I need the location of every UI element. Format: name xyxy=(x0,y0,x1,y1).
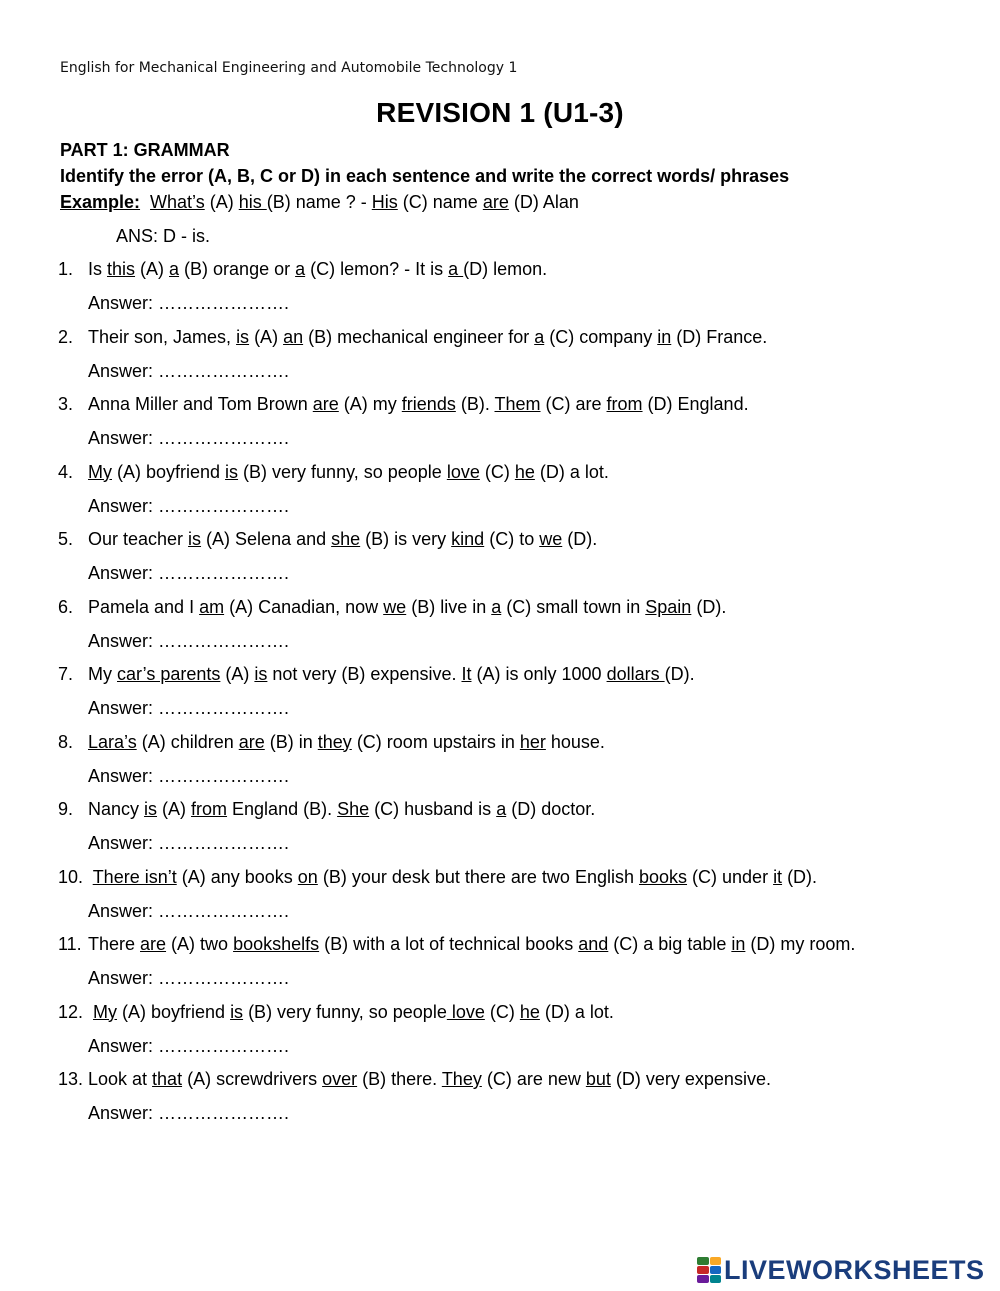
question-underlined-option: are xyxy=(140,934,167,954)
question-underlined-option: it xyxy=(773,866,783,887)
answer-field[interactable]: Answer: …………………. xyxy=(88,1103,290,1123)
question-number: 3. xyxy=(58,394,74,414)
question-underlined-option: from xyxy=(606,394,643,414)
question-number: 2. xyxy=(58,326,74,347)
question-number: 1. xyxy=(58,259,74,279)
question-text: England (B). xyxy=(227,799,338,819)
part-heading: PART 1: GRAMMAR xyxy=(60,140,230,160)
question-underlined-option: this xyxy=(107,259,136,279)
question-underlined-option: Spain xyxy=(645,596,692,617)
question-underlined-option: he xyxy=(519,1001,540,1022)
question-text: (D) doctor. xyxy=(506,799,596,819)
question-text: Is xyxy=(88,259,108,279)
question-underlined-option: are xyxy=(312,394,339,414)
question-text: (A) xyxy=(249,326,284,347)
question-item xyxy=(58,1069,771,1090)
example-line xyxy=(60,192,579,213)
question-underlined-option: he xyxy=(514,461,535,482)
question-item xyxy=(58,259,547,280)
question-text: not very (B) expensive. xyxy=(267,664,462,684)
question-underlined-option: There isn’t xyxy=(92,866,177,887)
question-text: Pamela and I xyxy=(88,596,200,617)
question-sentence xyxy=(88,867,817,887)
question-underlined-option: bookshelfs xyxy=(233,934,320,954)
question-text: (D) a lot. xyxy=(534,461,609,482)
question-underlined-option: My xyxy=(88,461,112,482)
answer-field[interactable]: Answer: …………………. xyxy=(88,630,290,651)
question-underlined-option: am xyxy=(199,596,225,617)
question-text: (D). xyxy=(562,529,598,549)
question-underlined-option: her xyxy=(519,731,546,752)
question-text: (B). xyxy=(455,394,495,414)
question-text: (B) with a lot of technical books xyxy=(319,934,579,954)
question-underlined-option: My xyxy=(93,1001,118,1022)
question-text: (D) very expensive. xyxy=(610,1069,771,1089)
question-text: (D) a lot. xyxy=(539,1001,614,1022)
question-text: (A) xyxy=(135,259,170,279)
question-item xyxy=(58,597,726,618)
question-item xyxy=(58,1002,614,1023)
question-underlined-option: kind xyxy=(451,529,485,549)
liveworksheets-logo xyxy=(697,1255,997,1285)
example-answer: ANS: D - is. xyxy=(116,226,211,246)
answer-field[interactable]: Answer: …………………. xyxy=(88,293,290,313)
question-text: (C) xyxy=(484,1001,520,1022)
question-text: (A) is only 1000 xyxy=(471,664,607,684)
question-underlined-option: a xyxy=(448,259,464,279)
question-text: (D) lemon. xyxy=(463,259,548,279)
question-text: (D). xyxy=(664,664,695,684)
question-underlined-option: are xyxy=(238,731,265,752)
question-underlined-option: It xyxy=(461,664,472,684)
question-underlined-option: in xyxy=(731,934,746,954)
question-text: (C) company xyxy=(544,326,658,347)
answer-field[interactable]: Answer: …………………. xyxy=(88,765,290,786)
answer-field[interactable]: Answer: …………………. xyxy=(88,833,290,853)
example-underlined-option: His xyxy=(371,192,398,212)
question-number: 11. xyxy=(58,934,82,954)
question-item xyxy=(58,664,695,685)
question-sentence xyxy=(88,934,855,954)
question-text: (B) in xyxy=(264,731,318,752)
example-underlined-option: his xyxy=(238,192,267,212)
question-underlined-option: love xyxy=(446,1001,485,1022)
question-text: (C) to xyxy=(484,529,540,549)
example-underlined-option: are xyxy=(482,192,509,212)
page-title: REVISION 1 (U1-3) xyxy=(376,97,624,128)
question-text: (B) your desk but there are two English xyxy=(317,866,639,887)
question-text: (B) very funny, so people xyxy=(243,1001,447,1022)
question-underlined-option: She xyxy=(337,799,370,819)
question-underlined-option: a xyxy=(491,596,502,617)
question-text: (B) mechanical engineer for xyxy=(303,326,535,347)
question-text: (C) lemon? - It is xyxy=(305,259,449,279)
question-number: 6. xyxy=(58,596,74,617)
question-sentence xyxy=(88,259,547,279)
question-text: (D). xyxy=(691,596,727,617)
question-underlined-option: friends xyxy=(401,394,456,414)
logo-block xyxy=(697,1266,709,1274)
question-underlined-option: is xyxy=(225,461,239,482)
logo-block xyxy=(710,1275,722,1283)
question-sentence xyxy=(88,327,767,347)
question-text: Our teacher xyxy=(88,529,189,549)
question-text: (D) France. xyxy=(671,326,768,347)
question-text: (C) under xyxy=(687,866,774,887)
question-text: (B) very funny, so people xyxy=(238,461,447,482)
logo-block xyxy=(697,1257,709,1265)
question-sentence xyxy=(88,1002,614,1022)
question-underlined-option: from xyxy=(191,799,228,819)
question-item xyxy=(58,394,749,415)
question-item xyxy=(58,529,597,550)
question-sentence xyxy=(88,664,695,684)
example-text: (D) Alan xyxy=(508,192,579,212)
question-underlined-option: but xyxy=(585,1069,611,1089)
question-item xyxy=(58,462,609,483)
example-text: (A) xyxy=(204,192,239,212)
question-text: Nancy xyxy=(88,799,145,819)
question-text: (A) my xyxy=(338,394,402,414)
question-text: Look at xyxy=(88,1069,153,1089)
question-underlined-option: an xyxy=(283,326,304,347)
question-text: (B) orange or xyxy=(179,259,296,279)
question-underlined-option: love xyxy=(446,461,480,482)
question-underlined-option: books xyxy=(638,866,688,887)
liveworksheets-logo-icon xyxy=(697,1257,721,1283)
question-number: 10. xyxy=(58,866,84,887)
question-text: (A) xyxy=(220,664,255,684)
question-underlined-option: in xyxy=(657,326,672,347)
question-text: (C) are new xyxy=(481,1069,586,1089)
question-sentence xyxy=(88,1069,771,1089)
question-underlined-option: They xyxy=(441,1069,482,1089)
example-sentence xyxy=(150,192,579,212)
question-underlined-option: Lara’s xyxy=(88,731,137,752)
question-underlined-option: they xyxy=(317,731,352,752)
answer-field[interactable]: Answer: …………………. xyxy=(88,698,290,718)
question-text: (D) my room. xyxy=(745,934,856,954)
question-underlined-option: Them xyxy=(494,394,541,414)
instruction-text: Identify the error (A, B, C or D) in each sentence and write the correct words/ phrases xyxy=(60,166,790,186)
answer-field[interactable]: Answer: …………………. xyxy=(88,428,290,448)
question-number: 7. xyxy=(58,664,74,684)
question-sentence xyxy=(88,462,609,482)
question-text: (B) live in xyxy=(406,596,492,617)
answer-field[interactable]: Answer: …………………. xyxy=(88,1035,290,1056)
question-item xyxy=(58,799,595,820)
question-underlined-option: and xyxy=(578,934,609,954)
question-text: There xyxy=(88,934,141,954)
liveworksheets-logo-text: LIVEWORKSHEETS xyxy=(724,1254,985,1285)
question-underlined-option: over xyxy=(322,1069,358,1089)
logo-block xyxy=(697,1275,709,1283)
question-text: My xyxy=(88,664,117,684)
question-sentence xyxy=(88,732,605,752)
question-underlined-option: a xyxy=(534,326,545,347)
answer-field[interactable]: Answer: …………………. xyxy=(88,900,290,921)
question-sentence xyxy=(88,799,595,819)
question-item xyxy=(58,867,817,888)
question-underlined-option: car’s parents xyxy=(117,664,221,684)
question-text: house. xyxy=(545,731,605,752)
question-item xyxy=(58,732,605,753)
answer-field[interactable]: Answer: …………………. xyxy=(88,968,290,988)
question-underlined-option: that xyxy=(152,1069,183,1089)
question-text: (C) xyxy=(479,461,515,482)
question-text: Their son, James, xyxy=(88,326,237,347)
question-text: (C) a big table xyxy=(608,934,732,954)
question-sentence xyxy=(88,529,597,549)
question-underlined-option: a xyxy=(295,259,306,279)
question-text: (A) boyfriend xyxy=(117,1001,231,1022)
question-number: 8. xyxy=(58,731,74,752)
question-text: (C) are xyxy=(540,394,607,414)
question-text: (A) Canadian, now xyxy=(224,596,384,617)
logo-block xyxy=(710,1266,722,1274)
answer-field[interactable]: Answer: …………………. xyxy=(88,563,290,583)
example-underlined-option: What’s xyxy=(150,192,205,212)
question-underlined-option: is xyxy=(188,529,202,549)
logo-block xyxy=(710,1257,722,1265)
question-text: (D). xyxy=(782,866,818,887)
question-text: (B) there. xyxy=(357,1069,442,1089)
example-text: (C) name xyxy=(397,192,483,212)
question-underlined-option: a xyxy=(169,259,180,279)
question-number: 9. xyxy=(58,799,74,819)
question-number: 13. xyxy=(58,1069,84,1089)
question-item xyxy=(58,934,855,955)
question-sentence xyxy=(88,394,749,414)
question-text: (A) xyxy=(157,799,192,819)
question-underlined-option: on xyxy=(297,866,318,887)
question-text: (C) husband is xyxy=(369,799,497,819)
question-number: 12. xyxy=(58,1001,84,1022)
question-underlined-option: dollars xyxy=(606,664,665,684)
question-text: (D) England. xyxy=(642,394,749,414)
question-number: 4. xyxy=(58,461,74,482)
question-text: (A) screwdrivers xyxy=(182,1069,323,1089)
question-text: (A) any books xyxy=(176,866,298,887)
question-text: Anna Miller and Tom Brown xyxy=(88,394,313,414)
question-text: (C) room upstairs in xyxy=(351,731,520,752)
question-text: (B) is very xyxy=(360,529,452,549)
question-sentence xyxy=(88,597,726,617)
question-text: (C) small town in xyxy=(501,596,646,617)
answer-field[interactable]: Answer: …………………. xyxy=(88,360,290,381)
document-header: English for Mechanical Engineering and Automobile Technology 1 xyxy=(60,60,518,76)
question-underlined-option: is xyxy=(230,1001,244,1022)
question-item xyxy=(58,327,767,348)
question-underlined-option: is xyxy=(236,326,250,347)
question-number: 5. xyxy=(58,529,74,549)
question-underlined-option: she xyxy=(331,529,361,549)
answer-field[interactable]: Answer: …………………. xyxy=(88,495,290,516)
question-text: (A) children xyxy=(136,731,239,752)
example-label: Example: xyxy=(60,192,141,212)
question-text: (A) two xyxy=(166,934,234,954)
question-text: (A) Selena and xyxy=(201,529,332,549)
question-underlined-option: is xyxy=(254,664,268,684)
question-underlined-option: we xyxy=(383,596,407,617)
question-underlined-option: we xyxy=(539,529,563,549)
question-underlined-option: is xyxy=(144,799,158,819)
question-text: (A) boyfriend xyxy=(112,461,226,482)
example-text: (B) name ? - xyxy=(266,192,372,212)
question-underlined-option: a xyxy=(496,799,507,819)
